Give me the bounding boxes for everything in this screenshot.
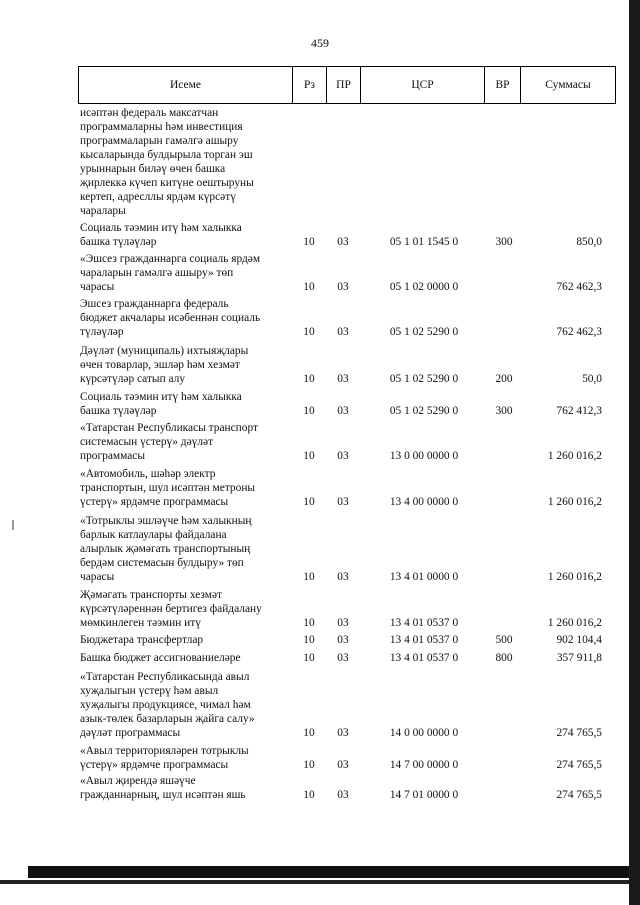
cell-pr: 03 bbox=[337, 759, 349, 772]
cell-csr: 13 4 01 0537 0 bbox=[389, 634, 459, 646]
row-name-line: мөмкинлеген тәэмин итү bbox=[80, 617, 201, 629]
header-vr: ВР bbox=[485, 67, 521, 103]
row-name-line: күрсәтүләреннән бертигез файдалану bbox=[80, 603, 262, 615]
cell-pr: 03 bbox=[337, 326, 349, 339]
cell-csr: 05 1 02 0000 0 bbox=[389, 281, 459, 294]
cell-sum: 850,0 bbox=[576, 236, 602, 249]
row-name-line: транспортын, шул исәптән метроны bbox=[80, 482, 256, 494]
row-name-line: барлык катлаулары файдалана bbox=[80, 529, 227, 541]
cell-pr: 03 bbox=[337, 450, 349, 463]
cell-pr: 03 bbox=[337, 727, 349, 740]
row-name-line: бердәм системасын булдыру» төп bbox=[80, 557, 244, 569]
cell-csr: 13 0 00 0000 0 bbox=[389, 450, 459, 463]
cell-csr: 05 1 01 1545 0 bbox=[389, 236, 459, 249]
row-name-line: чараларын гамәлгә ашыру» төп bbox=[80, 267, 234, 279]
row-name-line: «Эшсез гражданнарга социаль ярдәм bbox=[80, 253, 261, 265]
row-name-line: башка түләүләр bbox=[80, 405, 157, 417]
cell-csr: 13 4 00 0000 0 bbox=[389, 496, 459, 509]
scan-bottom-edge-shadow bbox=[0, 880, 640, 884]
header-rz: Рз bbox=[293, 67, 327, 103]
header-pr: ПР bbox=[327, 67, 361, 103]
cell-csr: 13 4 01 0537 0 bbox=[389, 652, 459, 664]
cell-pr: 03 bbox=[337, 236, 349, 249]
scan-mark bbox=[12, 520, 14, 530]
cell-csr: 13 4 01 0537 0 bbox=[389, 617, 459, 630]
row-name-line: программаларны һәм инвестиция bbox=[80, 121, 243, 133]
cell-csr: 05 1 02 5290 0 bbox=[389, 373, 459, 386]
cell-rz: 10 bbox=[303, 373, 315, 386]
row-name-line: Социаль тәэмин итү һәм халыкка bbox=[80, 222, 242, 234]
row-name-line: чарасы bbox=[80, 281, 115, 293]
cell-rz: 10 bbox=[303, 617, 315, 630]
cell-sum: 50,0 bbox=[582, 373, 602, 386]
cell-pr: 03 bbox=[337, 617, 349, 630]
row-name-line: өчен товарлар, эшләр һәм хезмәт bbox=[80, 359, 240, 371]
row-name-line: күрсәтүләр сатып алу bbox=[80, 373, 186, 385]
header-csr: ЦСР bbox=[361, 67, 485, 103]
row-name bbox=[80, 670, 286, 740]
cell-pr: 03 bbox=[337, 373, 349, 386]
row-name bbox=[80, 252, 286, 294]
row-name-line: азык-төлек базарларын җайга салу» bbox=[80, 713, 255, 725]
cell-csr: 13 4 01 0000 0 bbox=[389, 571, 459, 584]
row-name-line: түләүләр bbox=[80, 326, 124, 338]
cell-vr: 300 bbox=[495, 405, 513, 418]
row-name-line: программаларын гамәлгә ашыру bbox=[80, 135, 239, 147]
cell-pr: 03 bbox=[337, 789, 349, 802]
cell-rz: 10 bbox=[303, 652, 315, 664]
cell-vr: 300 bbox=[495, 236, 513, 249]
cell-sum: 274 765,5 bbox=[556, 759, 602, 772]
row-name bbox=[80, 344, 286, 386]
row-name-line: кертеп, адресллы ярдәм күрсәтү bbox=[80, 191, 236, 203]
cell-rz: 10 bbox=[303, 281, 315, 294]
cell-sum: 902 104,4 bbox=[556, 634, 602, 646]
row-name-line: урыннарын биләү өчен башка bbox=[80, 163, 226, 175]
row-name-line: «Автомобиль, шәһәр электр bbox=[80, 468, 216, 480]
row-name-line: дәүләт программасы bbox=[80, 727, 181, 739]
cell-sum: 274 765,5 bbox=[556, 789, 602, 802]
cell-rz: 10 bbox=[303, 405, 315, 418]
cell-pr: 03 bbox=[337, 496, 349, 509]
table-header bbox=[78, 66, 616, 104]
row-name bbox=[80, 514, 286, 584]
cell-sum: 1 260 016,2 bbox=[547, 617, 602, 630]
row-name-line: Бюджетара трансфертлар bbox=[80, 634, 204, 646]
cell-pr: 03 bbox=[337, 652, 349, 664]
row-name-line: алырлык җәмәгать транспортының bbox=[80, 543, 251, 555]
row-name bbox=[80, 774, 286, 802]
row-name bbox=[80, 421, 286, 463]
row-name bbox=[80, 744, 286, 772]
row-name-line: «Тотрыклы эшләүче һәм халыкның bbox=[80, 515, 252, 527]
cell-pr: 03 bbox=[337, 634, 349, 646]
row-name-line: программасы bbox=[80, 450, 146, 462]
row-name-line: «Авыл җирендә яшәүче bbox=[80, 775, 196, 787]
row-name bbox=[80, 390, 286, 418]
cell-rz: 10 bbox=[303, 789, 315, 802]
row-name-line: Җәмәгать транспорты хезмәт bbox=[80, 589, 222, 601]
cell-rz: 10 bbox=[303, 326, 315, 339]
cell-sum: 357 911,8 bbox=[556, 652, 602, 664]
row-name-line: кысаларында булдырыла торган эш bbox=[80, 149, 253, 161]
header-name: Исеме bbox=[79, 67, 293, 103]
cell-rz: 10 bbox=[303, 496, 315, 509]
cell-vr: 800 bbox=[495, 652, 513, 664]
row-name-line: җирлеккә күчеп китүне оештыруны bbox=[80, 177, 254, 189]
cell-sum: 762 412,3 bbox=[556, 405, 602, 418]
cell-rz: 10 bbox=[303, 759, 315, 772]
row-name-line: башка түләүләр bbox=[80, 236, 157, 248]
cell-vr: 500 bbox=[495, 634, 513, 646]
cell-sum: 1 260 016,2 bbox=[547, 496, 602, 509]
row-name-line: хуҗалыгын үстерү һәм авыл bbox=[80, 685, 219, 697]
cell-csr: 14 7 00 0000 0 bbox=[389, 759, 459, 772]
cell-pr: 03 bbox=[337, 281, 349, 294]
row-name-line: системасын үстерү» дәүләт bbox=[80, 436, 214, 448]
row-name-line: үстерү» ярдәмче программасы bbox=[80, 759, 229, 771]
row-name-line: чаралары bbox=[80, 205, 126, 217]
cell-sum: 762 462,3 bbox=[556, 326, 602, 339]
header-sum: Суммасы bbox=[545, 79, 591, 91]
row-name-line: бюджет акчалары исәбеннән социаль bbox=[80, 312, 261, 324]
row-name-line: «Татарстан Республикасында авыл bbox=[80, 671, 250, 683]
row-name bbox=[80, 106, 286, 218]
row-name-line: «Татарстан Республикасы транспорт bbox=[80, 422, 258, 434]
scan-right-edge bbox=[629, 0, 640, 905]
page-number: 459 bbox=[311, 36, 329, 50]
row-name-line: исәптән федераль максатчан bbox=[80, 107, 219, 119]
row-name-line: үстерү» ярдәмче программасы bbox=[80, 496, 229, 508]
row-name-line: Башка бюджет ассигнованиеләре bbox=[80, 652, 241, 664]
cell-sum: 274 765,5 bbox=[556, 727, 602, 740]
cell-sum: 1 260 016,2 bbox=[547, 571, 602, 584]
row-name-line: «Авыл территорияләрен тотрыклы bbox=[80, 745, 249, 757]
cell-sum: 762 462,3 bbox=[556, 281, 602, 294]
cell-rz: 10 bbox=[303, 727, 315, 740]
cell-pr: 03 bbox=[337, 405, 349, 418]
row-name bbox=[80, 297, 286, 339]
cell-csr: 05 1 02 5290 0 bbox=[389, 405, 459, 418]
row-name-line: хуҗалыгы продукциясе, чимал һәм bbox=[80, 699, 251, 711]
cell-pr: 03 bbox=[337, 571, 349, 584]
cell-csr: 05 1 02 5290 0 bbox=[389, 326, 459, 339]
row-name bbox=[80, 633, 286, 647]
scan-bottom-edge bbox=[28, 866, 636, 878]
row-name-line: Социаль тәэмин итү һәм халыкка bbox=[80, 391, 242, 403]
cell-sum: 1 260 016,2 bbox=[547, 450, 602, 463]
cell-rz: 10 bbox=[303, 450, 315, 463]
row-name bbox=[80, 588, 286, 630]
row-name-line: чарасы bbox=[80, 571, 115, 583]
cell-csr: 14 7 01 0000 0 bbox=[389, 789, 459, 802]
row-name bbox=[80, 651, 286, 665]
cell-rz: 10 bbox=[303, 236, 315, 249]
cell-csr: 14 0 00 0000 0 bbox=[389, 727, 459, 740]
row-name bbox=[80, 221, 286, 249]
row-name-line: гражданнарның, шул исәптән яшь bbox=[80, 789, 246, 801]
row-name bbox=[80, 467, 286, 509]
row-name-line: Дәүләт (муниципаль) ихтыяҗлары bbox=[80, 345, 249, 357]
row-name-line: Эшсез гражданнарга федераль bbox=[80, 298, 229, 310]
cell-rz: 10 bbox=[303, 634, 315, 646]
cell-rz: 10 bbox=[303, 571, 315, 584]
cell-vr: 200 bbox=[495, 373, 513, 386]
